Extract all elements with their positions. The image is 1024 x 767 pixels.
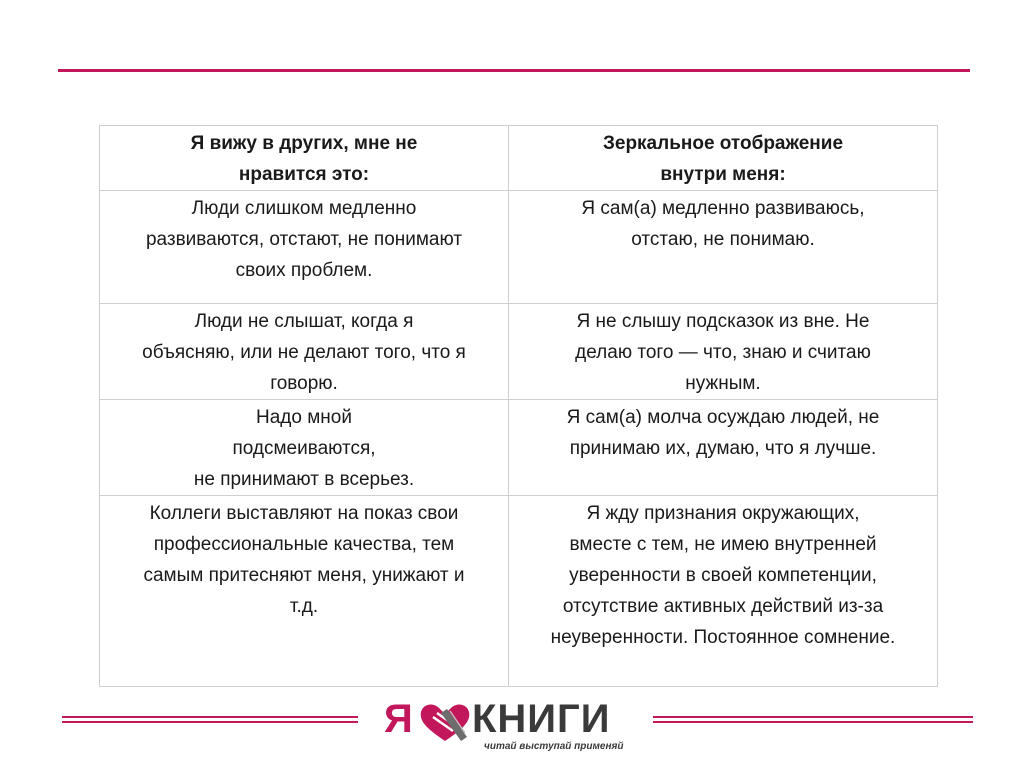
cell-text: Я жду признания окружающих, вместе с тем, не имею внутренней уверенности в своей компетенции, отсутствие активных действий из-за неуверенности. Постоянное сомнение. — [550, 503, 896, 648]
table-cell-left — [100, 191, 509, 304]
cell-text: Люди слишком медленно развиваются, отстают, не понимают своих проблем. — [145, 198, 463, 281]
cell-text: Я сам(а) молча осуждаю людей, не принимаю их, думаю, что я лучше. — [566, 407, 880, 459]
footer-lines-left — [62, 716, 358, 726]
mirror-table — [99, 125, 938, 687]
table-cell-right — [509, 400, 938, 496]
cell-text: Надо мной подсмеиваются, не принимают в всерьез. — [193, 407, 415, 490]
table-row — [100, 400, 938, 496]
table-row — [100, 304, 938, 400]
table-cell-right — [509, 191, 938, 304]
logo-ya: Я — [384, 697, 413, 741]
table-cell-right — [509, 304, 938, 400]
table-cell-right — [509, 496, 938, 687]
table-cell-left — [100, 304, 509, 400]
table-row — [100, 496, 938, 687]
brand-logo — [384, 695, 634, 755]
cell-text: Коллеги выставляют на показ свои профессиональные качества, тем самым притесняют меня, унижают и т.д. — [143, 503, 465, 617]
logo-word: КНИГИ — [472, 697, 611, 741]
cell-text: Я не слышу подсказок из вне. Не делаю того — что, знаю и считаю нужным. — [575, 311, 871, 394]
table-header-row — [100, 126, 938, 191]
table-cell-left — [100, 496, 509, 687]
logo-tagline: читай выступай применяй — [484, 741, 624, 752]
table-row — [100, 191, 938, 304]
table-cell-left — [100, 400, 509, 496]
top-divider — [58, 69, 970, 72]
header-cell-left: Я вижу в других, мне не нравится это: — [100, 126, 509, 191]
cell-text: Я сам(а) медленно развиваюсь, отстаю, не понимаю. — [581, 198, 865, 250]
heart-book-icon — [417, 701, 473, 745]
cell-text: Люди не слышат, когда я объясняю, или не делают того, что я говорю. — [142, 311, 466, 394]
footer-lines-right — [653, 716, 973, 726]
header-cell-right: Зеркальное отображение внутри меня: — [509, 126, 938, 191]
